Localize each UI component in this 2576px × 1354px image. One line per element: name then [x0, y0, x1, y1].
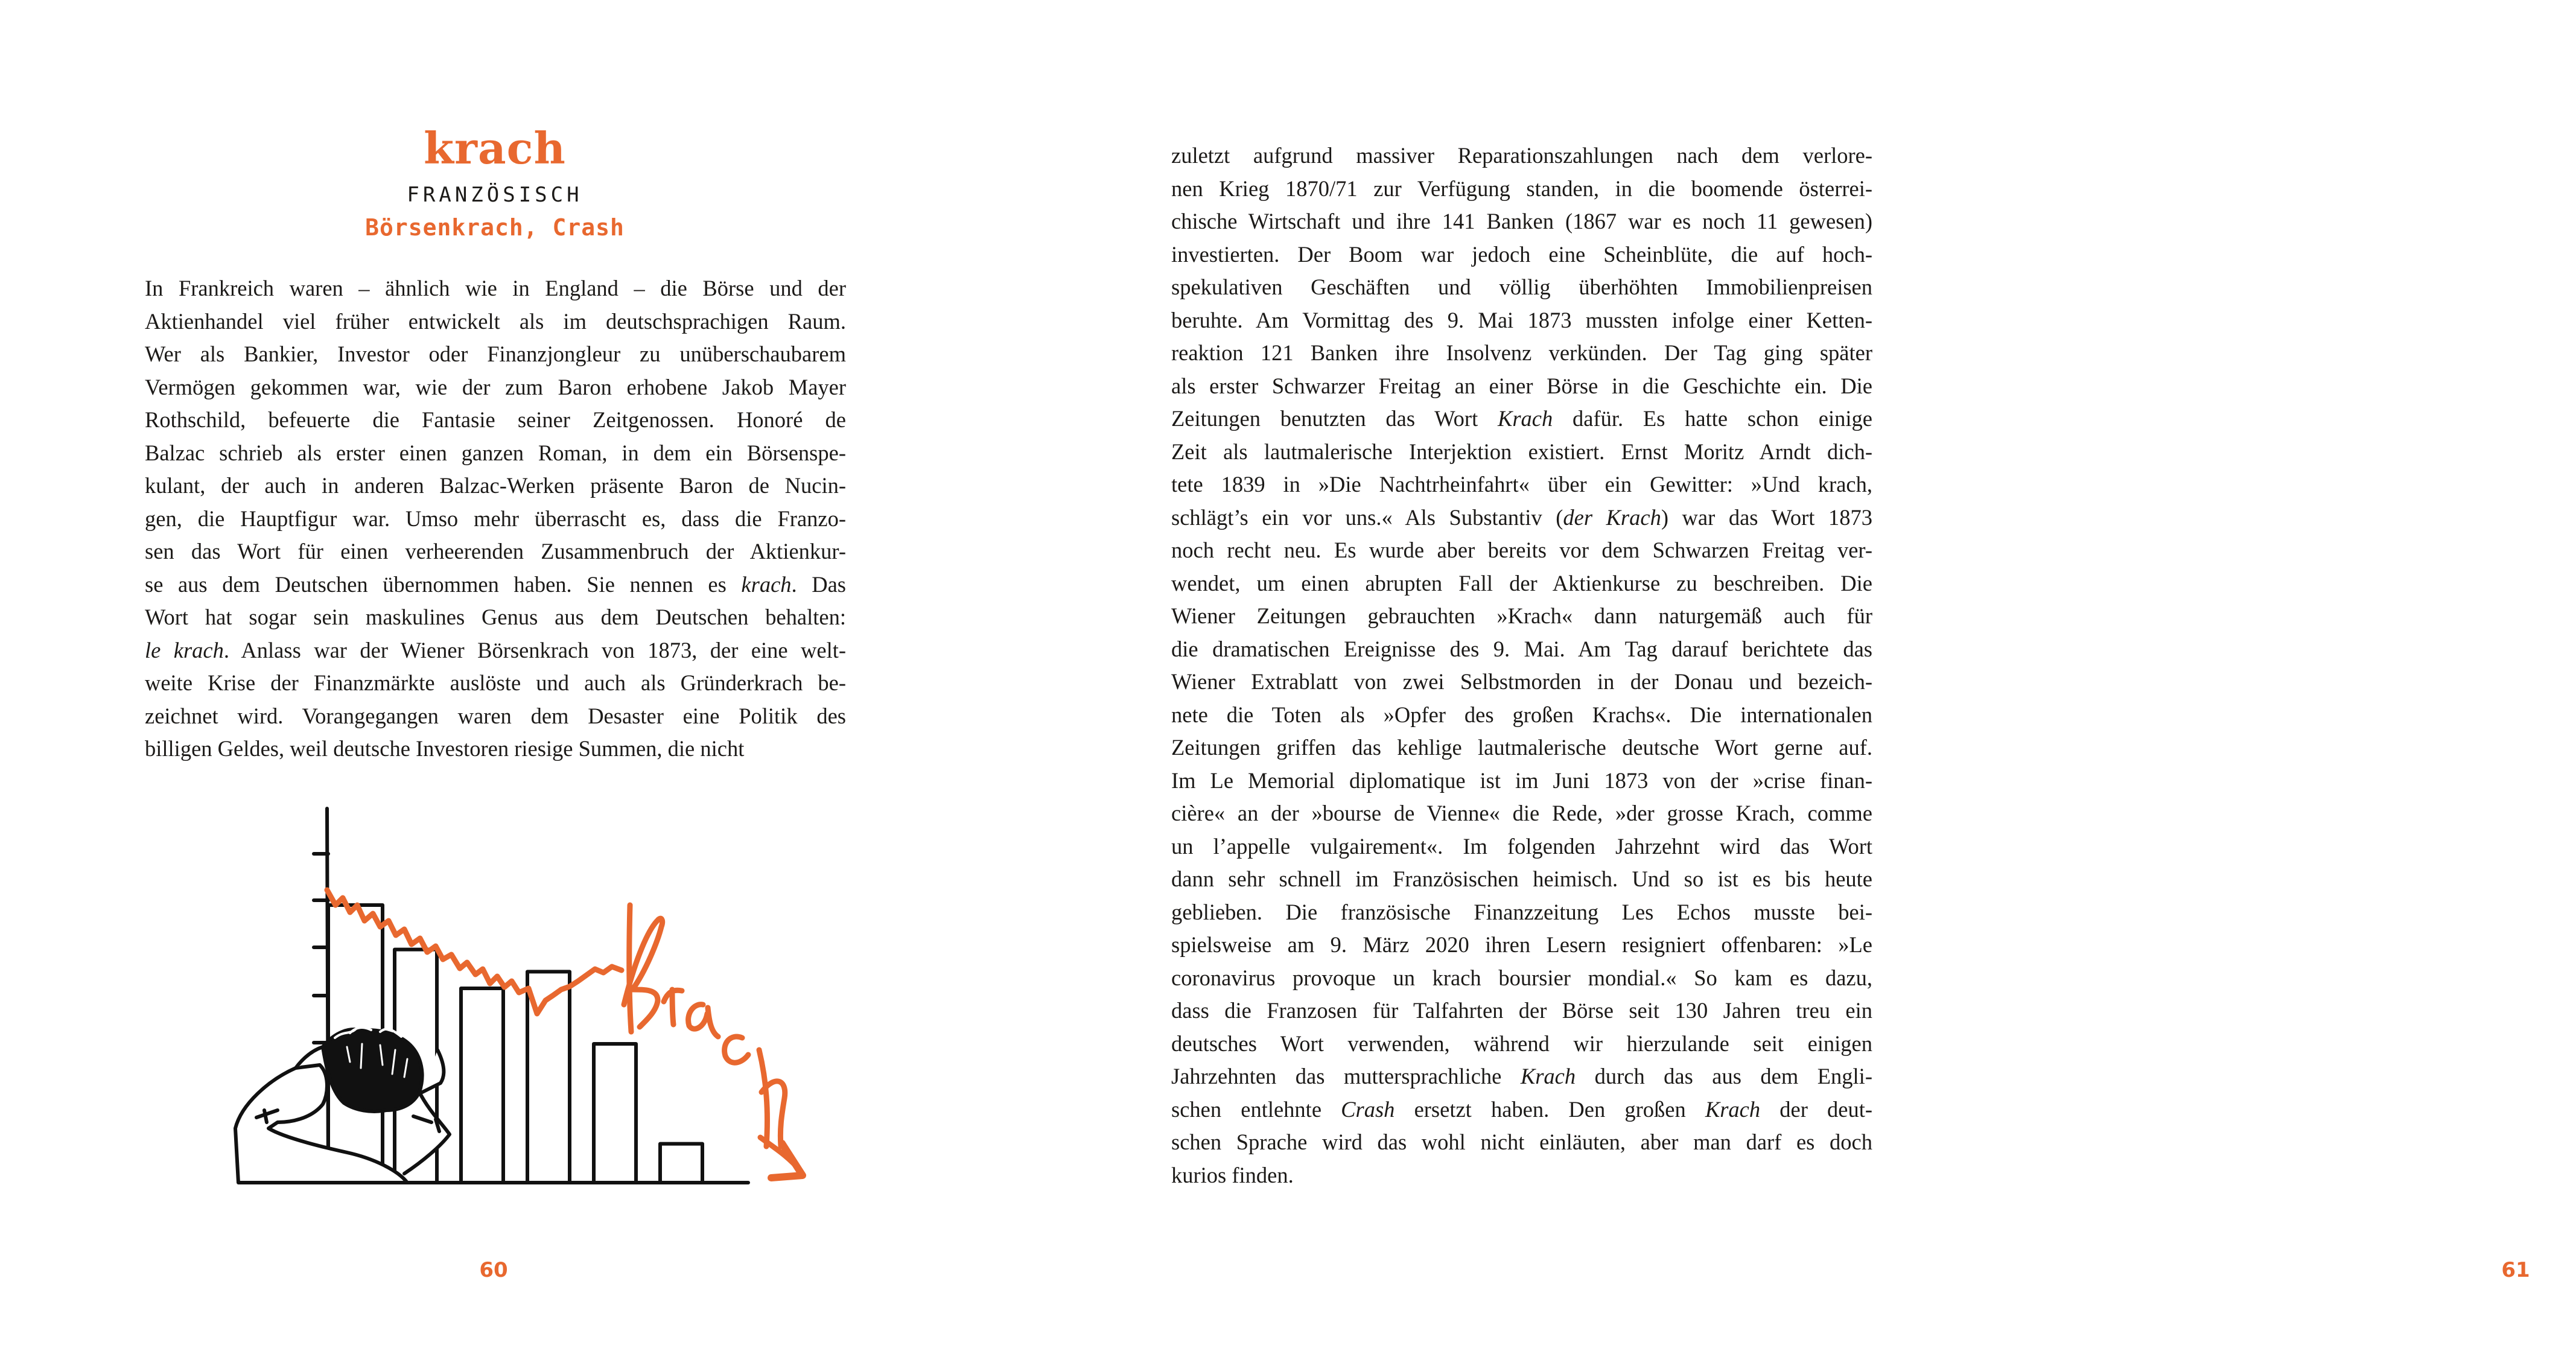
text-run: Rothschild, befeuerte die Fantasie seiner Zeitgenossen. Honoré de	[145, 407, 846, 432]
text-run: spielsweise am 9. März 2020 ihren Lesern resigniert offenbaren: »Le	[1171, 932, 1872, 957]
text-run: weite Krise der Finanzmärkte auslöste und auch als Gründerkrach be-	[145, 670, 846, 695]
text-line	[145, 404, 846, 437]
right-body-text	[1171, 139, 1872, 1192]
text-line	[1171, 271, 1872, 304]
text-line	[145, 503, 846, 536]
text-run: die dramatischen Ereignisse des 9. Mai. Am Tag darauf berichtete das	[1171, 636, 1872, 661]
text-run: chische Wirtschaft und ihre 141 Banken (1867 war es noch 11 gewesen)	[1171, 209, 1872, 234]
text-run: der deut-	[1760, 1096, 1872, 1122]
text-run: dafür. Es hatte schon einige	[1553, 406, 1872, 431]
text-run: zuletzt aufgrund massiver Reparationszahlungen nach dem verlore-	[1171, 143, 1872, 168]
text-run: nete die Toten als »Opfer des großen Krachs«. Die internationalen	[1171, 702, 1872, 727]
text-run: In Frankreich waren – ähnlich wie in England – die Börse und der	[145, 276, 846, 300]
text-line	[1171, 699, 1872, 732]
entry-heading	[145, 119, 845, 245]
text-run: dass die Franzosen für Talfahrten der Börse seit 130 Jahren treu ein	[1171, 998, 1872, 1023]
text-run: beruhte. Am Vormittag des 9. Mai 1873 mussten infolge einer Ketten-	[1171, 307, 1872, 332]
italic-word: le krach	[145, 637, 224, 663]
text-line	[145, 437, 846, 470]
text-line	[1171, 633, 1872, 666]
text-line	[1171, 205, 1872, 238]
italic-word: Krach	[1520, 1064, 1576, 1089]
text-line	[1171, 304, 1872, 337]
left-page	[0, 0, 997, 1354]
page-number-left: 60	[479, 1258, 508, 1282]
text-line	[1171, 402, 1872, 436]
page-number-right: 61	[2501, 1258, 2530, 1282]
text-run: Zeitungen griffen das kehlige lautmalerische deutsche Wort gerne auf.	[1171, 735, 1872, 760]
text-run: als erster Schwarzer Freitag an einer Börse in die Geschichte ein. Die	[1171, 373, 1872, 398]
text-line	[1171, 139, 1872, 173]
text-line	[1171, 567, 1872, 600]
text-run: Wiener Extrablatt von zwei Selbstmorden in der Donau und bezeich-	[1171, 669, 1872, 694]
text-line	[1171, 436, 1872, 469]
text-run: wendet, um einen abrupten Fall der Aktienkurse zu beschreiben. Die	[1171, 570, 1872, 596]
text-run: durch das aus dem Engli-	[1576, 1064, 1872, 1089]
text-line	[145, 469, 846, 503]
text-run: ) war das Wort 1873	[1661, 504, 1873, 530]
text-line	[1171, 501, 1872, 535]
text-run: ersetzt haben. Den großen	[1395, 1096, 1705, 1122]
text-line	[1171, 1093, 1872, 1127]
entry-meaning: Börsenkrach, Crash	[365, 214, 625, 241]
text-line	[1171, 534, 1872, 567]
italic-word: krach	[741, 571, 792, 597]
text-run: Im Le Memorial diplomatique ist im Juni 1873 von der »crise finan-	[1171, 768, 1872, 793]
text-line	[1171, 797, 1872, 830]
left-body-text	[145, 272, 846, 766]
italic-word: Krach	[1705, 1096, 1761, 1122]
text-run: noch recht neu. Es wurde aber bereits vor dem Schwarzen Freitag ver-	[1171, 538, 1872, 562]
text-run: un l’appelle vulgairement«. Im folgenden Jahrzehnt wird das Wort	[1171, 833, 1872, 859]
text-line	[1171, 764, 1872, 798]
text-line	[1171, 238, 1872, 272]
chart-bar	[594, 1044, 636, 1183]
text-run: schlägt’s ein vor uns.« Als Substantiv (	[1171, 504, 1563, 530]
text-line	[1171, 1159, 1872, 1192]
text-line	[1171, 468, 1872, 501]
text-line	[1171, 994, 1872, 1028]
italic-word: Crash	[1341, 1096, 1395, 1122]
text-line	[1171, 830, 1872, 863]
text-line	[1171, 896, 1872, 929]
text-run: Vermögen gekommen war, wie der zum Baron erhobene Jakob Mayer	[145, 374, 846, 399]
text-run: reaktion 121 Banken ihre Insolvenz verkünden. Der Tag ging später	[1171, 340, 1872, 365]
text-run: cière« an der »bourse de Vienne« die Rede, »der grosse Krach, comme	[1171, 801, 1872, 825]
text-line	[1171, 1028, 1872, 1061]
text-run: schen entlehnte	[1171, 1096, 1341, 1122]
text-run: Jahrzehnten das muttersprachliche	[1171, 1064, 1521, 1089]
italic-word: der Krach	[1563, 504, 1661, 530]
text-run: schen Sprache wird das wohl nicht einläuten, aber man darf es doch	[1171, 1130, 1872, 1154]
text-run: Zeitungen benutzten das Wort	[1171, 406, 1498, 431]
chart-bar	[461, 988, 503, 1183]
text-line	[145, 338, 846, 371]
text-line	[145, 371, 846, 404]
entry-language: FRANZÖSISCH	[407, 183, 583, 207]
text-run: Zeit als lautmalerische Interjektion existiert. Ernst Moritz Arndt dich-	[1171, 439, 1872, 464]
text-line	[1171, 370, 1872, 403]
text-run: se aus dem Deutschen übernommen haben. Sie nennen es	[145, 571, 742, 597]
text-line	[145, 700, 846, 733]
text-run: . Anlass war der Wiener Börsenkrach von 1873, der eine welt-	[223, 637, 847, 663]
text-run: Aktienhandel viel früher entwickelt als im deutschsprachigen Raum.	[145, 308, 846, 334]
text-line	[1171, 173, 1872, 206]
text-line	[145, 601, 846, 634]
text-run: Balzac schrieb als erster einen ganzen Roman, in dem ein Börsenspe-	[145, 440, 846, 465]
italic-word: Krach	[1498, 406, 1553, 431]
text-line	[145, 667, 846, 700]
text-run: geblieben. Die französische Finanzzeitung Les Echos musste bei-	[1171, 899, 1872, 924]
text-run: . Das	[791, 571, 846, 597]
crash-chart-illustration	[199, 809, 827, 1225]
text-run: nen Krieg 1870/71 zur Verfügung standen, in die boomende österrei-	[1171, 176, 1872, 201]
text-line	[1171, 337, 1872, 370]
text-run: Wer als Bankier, Investor oder Finanzjongleur zu unüberschaubarem	[145, 342, 846, 366]
text-line	[1171, 1126, 1872, 1159]
text-line	[1171, 600, 1872, 633]
text-line	[145, 272, 846, 305]
text-run: sen das Wort für einen verheerenden Zusammenbruch der Aktienkur-	[145, 539, 846, 564]
text-line	[145, 305, 846, 338]
text-run: deutsches Wort verwenden, während wir hierzulande seit einigen	[1171, 1031, 1872, 1056]
text-run: dann sehr schnell im Französischen heimisch. Und so ist es bis heute	[1171, 866, 1872, 891]
text-line	[145, 535, 846, 568]
text-run: investierten. Der Boom war jedoch eine Scheinblüte, die auf hoch-	[1171, 241, 1872, 267]
text-line	[1171, 731, 1872, 764]
text-run: spekulativen Geschäften und völlig überhöhten Immobilienpreisen	[1171, 275, 1872, 299]
text-run: gen, die Hauptfigur war. Umso mehr überrascht es, dass die Franzo-	[145, 506, 846, 531]
text-run: kulant, der auch in anderen Balzac-Werken präsente Baron de Nucin-	[145, 473, 846, 498]
chart-bar	[660, 1144, 702, 1183]
text-run: Wort hat sogar sein maskulines Genus aus dem Deutschen behalten:	[145, 605, 846, 629]
text-line	[1171, 929, 1872, 962]
text-run: Wiener Zeitungen gebrauchten »Krach« dann naturgemäß auch für	[1171, 603, 1872, 628]
text-line	[145, 634, 846, 667]
text-line	[145, 568, 846, 602]
text-run: zeichnet wird. Vorangegangen waren dem Desaster eine Politik des	[145, 703, 846, 728]
text-line	[1171, 863, 1872, 896]
right-page	[997, 0, 2530, 1354]
text-run: kurios finden.	[1171, 1162, 1294, 1187]
text-line	[1171, 1060, 1872, 1093]
text-line	[145, 733, 846, 766]
text-line	[1171, 962, 1872, 995]
entry-word: krach	[424, 122, 566, 174]
text-run: coronavirus provoque un krach boursier mondial.« So kam es dazu,	[1171, 965, 1872, 990]
text-line	[1171, 666, 1872, 699]
text-run: tete 1839 in »Die Nachtrheinfahrt« über ein Gewitter: »Und krach,	[1171, 472, 1872, 497]
text-run: billigen Geldes, weil deutsche Investoren riesige Summen, die nicht	[145, 736, 745, 761]
